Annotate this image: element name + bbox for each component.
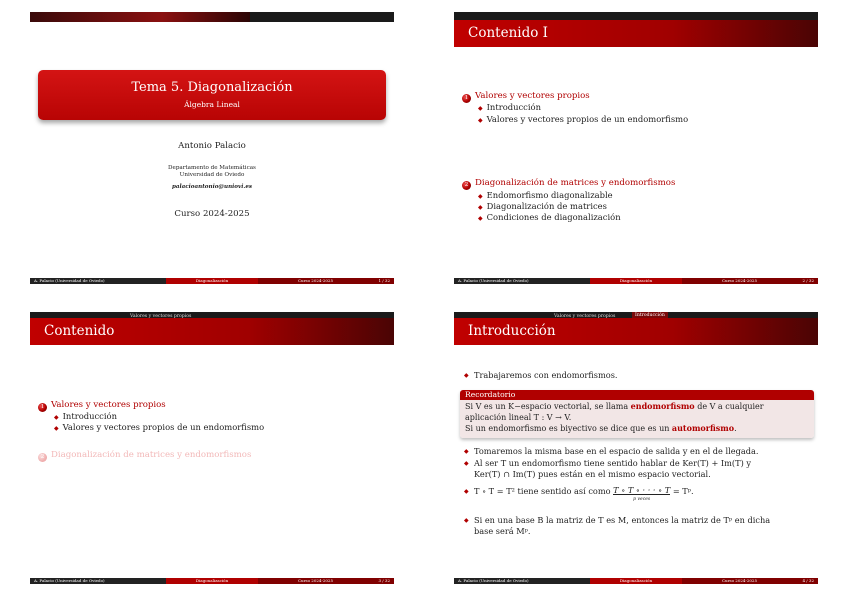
footer-author: A. Palacio (Universidad de Oviedo) [30,578,166,584]
university: Universidad de Oviedo [179,172,245,178]
footer-author: A. Palacio (Universidad de Oviedo) [454,578,590,584]
nav-section[interactable]: Valores y vectores propios [130,313,192,319]
underbrace: T ∘ T ∘ · · · ∘ T p veces [613,485,671,503]
nav-section[interactable]: Valores y vectores propios [554,313,616,319]
footer-title: Diagonalización [166,578,258,584]
footer-title: Diagonalización [590,278,682,284]
footer-course: Curso 2024-2025 [722,578,757,583]
toc-subsection[interactable]: ◆ Introducción [54,411,117,421]
slide-contents-section [30,312,394,584]
toc-subsection[interactable]: ◆ Valores y vectores propios de un endomorfismo [54,422,265,432]
toc-subsection[interactable]: ◆ Endomorfismo diagonalizable [478,190,613,200]
footer-title: Diagonalización [590,578,682,584]
section-number-ball: 1 [462,94,471,103]
triangle-bullet-icon: ◆ [464,448,469,455]
toc-section-2[interactable]: 2 Diagonalización de matrices y endomorfismos [462,178,675,190]
nav-subsection[interactable]: Introducción [632,312,668,320]
triangle-bullet-icon: ◆ [478,204,483,211]
footer-author: A. Palacio (Universidad de Oviedo) [30,278,166,284]
triangle-bullet-icon: ◆ [54,414,59,421]
frame-title: Introducción [454,318,818,345]
triangle-bullet-icon: ◆ [464,517,469,524]
bullet-composition: ◆ T ∘ T = T² tiene sentido así como T ∘ T ∘ · · · ∘ T p veces = Tᵖ. [464,485,694,503]
triangle-bullet-icon: ◆ [478,117,483,124]
page-number: 3 / 32 [378,578,390,583]
toc-section-1[interactable]: 1 Valores y vectores propios [38,400,166,412]
top-strip [30,12,394,22]
department: Departamento de Matemáticas [168,165,256,171]
frame-title: Contenido [30,318,394,345]
alert-block-body: Si V es un K−espacio vectorial, se llama endomorfismo de V a cualquier aplicación lineal T : V → V. Si un endomorfismo es biyectivo se dice que es un automorfismo. [460,400,814,438]
author-name: Antonio Palacio [178,141,246,151]
section-number-ball: 1 [38,403,47,412]
slide-title-page [30,12,394,284]
triangle-bullet-icon: ◆ [54,425,59,432]
bullet-ker-im: ◆ Al ser T un endomorfismo tiene sentido hablar de Ker(T) + Im(T) y Ker(T) ∩ Im(T) pues están en el mismo espacio vectorial. [464,458,751,479]
frame-title: Contenido I [454,20,818,47]
page-number: 1 / 32 [378,278,390,283]
alert-block-title: Recordatorio [460,390,814,400]
footer [30,278,394,284]
page-number: 4 / 32 [802,578,814,583]
bullet-matrix-power: ◆ Si en una base B la matriz de T es M, entonces la matriz de Tᵖ en dicha base será Mᵖ. [464,515,771,536]
section-number-ball: 2 [38,453,47,462]
triangle-bullet-icon: ◆ [478,105,483,112]
footer [454,278,818,284]
footer-course: Curso 2024-2025 [298,578,333,583]
footer-course: Curso 2024-2025 [298,278,333,283]
triangle-bullet-icon: ◆ [464,488,469,495]
footer-course: Curso 2024-2025 [722,278,757,283]
alert-block [460,390,814,438]
footer [30,578,394,584]
toc-section-2-faded[interactable]: 2 Diagonalización de matrices y endomorfismos [38,450,251,462]
title-box [38,70,386,120]
toc-subsection[interactable]: ◆ Diagonalización de matrices [478,201,607,211]
footer-title: Diagonalización [166,278,258,284]
slide-contents-1 [454,12,818,284]
triangle-bullet-icon: ◆ [464,460,469,467]
footer-author: A. Palacio (Universidad de Oviedo) [454,278,590,284]
page-number: 2 / 32 [802,278,814,283]
toc-subsection[interactable]: ◆ Valores y vectores propios de un endomorfismo [478,114,689,124]
bullet-same-base: ◆ Tomaremos la misma base en el espacio de salida y en el de llegada. [464,446,759,456]
presentation-subtitle: Álgebra Lineal [184,100,240,109]
toc-subsection[interactable]: ◆ Condiciones de diagonalización [478,212,621,222]
course-year: Curso 2024-2025 [174,209,250,219]
presentation-title: Tema 5. Diagonalización [131,80,293,95]
email: palacioantonio@uniovi.es [171,184,253,190]
slide-introduction [454,312,818,584]
intro-bullet: ◆ Trabajaremos con endomorfismos. [464,370,618,380]
section-number-ball: 2 [462,181,471,190]
triangle-bullet-icon: ◆ [464,372,469,379]
toc-subsection[interactable]: ◆ Introducción [478,102,541,112]
triangle-bullet-icon: ◆ [478,215,483,222]
triangle-bullet-icon: ◆ [478,193,483,200]
footer [454,578,818,584]
toc-section-1[interactable]: 1 Valores y vectores propios [462,91,590,103]
